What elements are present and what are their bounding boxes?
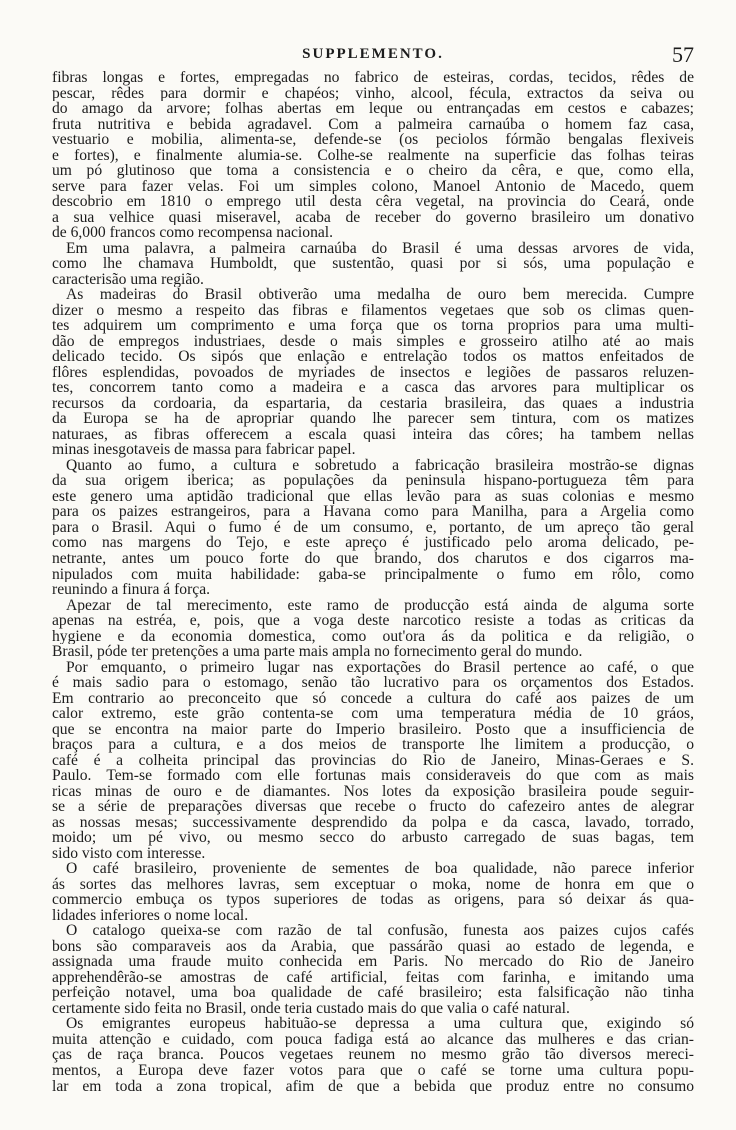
text-line: vestuario e mobilia, alimenta-se, defende-se (os peciolos fórmão bengalas flexiveis (52, 132, 694, 148)
text-line: um pó glutinoso que toma a consistencia e o cheiro da cêra, e que, como ella, (52, 163, 694, 179)
text-line: lar em toda a zona tropical, afim de que a bebida que produz entre no consumo (52, 1078, 694, 1095)
running-title: SUPPLEMENTO. (302, 46, 444, 62)
text-line: Em uma palavra, a palmeira carnaúba do Brasil é uma dessas arvores de vida, (66, 240, 694, 257)
text-line: descobrio em 1810 o emprego util desta cêra vegetal, na provincia do Ceará, onde (52, 194, 694, 210)
text-line: perfeição notavel, uma boa qualidade de café brasileiro; esta falsificação não tinha (52, 985, 694, 1001)
text-line: ricas minas de ouro e de diamantes. Nos lotes da exposição brasileira poude seguir- (52, 783, 694, 800)
page-number: 57 (672, 42, 694, 67)
text-line: que se encontra na maior parte do Imperio brasileiro. Posto que a insufficiencia de (52, 721, 694, 738)
text-line: hygiene e da economia domestica, como out'ora ás da politica e da religião, o (52, 628, 694, 645)
text-line: mentos, a Europa deve fazer votos para que o café se torne uma cultura popu- (52, 1063, 694, 1079)
text-line: como nas margens do Tejo, e este apreço é justificado pelo aroma delicado, pe- (52, 535, 694, 551)
text-line: sido visto com interesse. (52, 845, 206, 862)
text-line: para o Brasil. Aqui o fumo é de um consumo, e, portanto, de um apreço tão geral (52, 519, 694, 536)
text-line: tes adquirem um comprimento e uma força que os torna proprios para uma multi- (52, 318, 694, 334)
text-line: certamente sido feita no Brasil, onde teria custado mais do que valia o café natural. (52, 1000, 570, 1017)
text-line: ás sortes das melhores lavras, sem exceptuar o moka, nome de honra em que o (52, 876, 694, 893)
text-line: pescar, rêdes para dormir e chapéos; vinho, alcool, fécula, extractos da seiva ou (52, 85, 694, 102)
text-line: calor extremo, este grão contenta-se com uma temperatura média de 10 gráos, (52, 706, 694, 722)
text-line: Em contrario ao preconceito que só concede a cultura do café aos paizes de um (52, 690, 694, 707)
text-line: Apezar de tal merecimento, este ramo de producção está ainda de alguma sorte (66, 597, 694, 614)
text-line: delicado tecido. Os sipós que enlação e entrelação todos os mattos enfeitados de (52, 349, 694, 365)
text-line: ças de raça branca. Poucos vegetaes reunem no mesmo grão tão diversos mereci- (52, 1047, 694, 1063)
text-line: para os paizes estrangeiros, para a Havana como para Manilha, para a Argelia como (52, 504, 694, 520)
text-line: dão de empregos industriaes, desde o mais simples e grosseiro atilho até ao mais (52, 333, 694, 350)
page-header (52, 42, 694, 70)
text-line: Paulo. Tem-se formado com elle fortunas mais consideraveis do que com as mais (52, 768, 694, 784)
text-line: serve para fazer velas. Foi um simples colono, Manoel Antonio de Macedo, quem (52, 178, 694, 195)
text-line: este genero uma aptidão tradicional que ellas levão para as suas colonias e mesmo (52, 488, 694, 505)
body-text (52, 70, 694, 1094)
text-line: flôres esplendidas, povoados de myriades de insectos e legiões de passaros reluzen- (52, 364, 694, 381)
text-line: se a série de preparações diversas que recebe o fructo do cafezeiro antes de alegrar (52, 799, 694, 815)
text-line: apenas na estréa, e, pois, que a voga deste narcotico resiste a todas as criticas da (52, 613, 694, 629)
text-line: Os emigrantes europeus habituão-se depressa a uma cultura que, exigindo só (66, 1016, 694, 1032)
text-line: a sua velhice quasi miseravel, acaba de receber do governo brasileiro um donativo (52, 209, 694, 226)
text-line: commercio embuça os typos superiores de todas as origens, para só deixar ás qua- (52, 892, 694, 908)
text-line: O café brasileiro, proveniente de sementes de boa qualidade, não parece inferior (66, 861, 694, 877)
text-line: netrante, antes um pouco forte do que brando, dos charutos e dos cigarros ma- (52, 550, 694, 567)
text-line: muita attenção e cuidado, com pouca fadiga está ao alcance das mulheres e das crian- (52, 1031, 694, 1048)
text-line: minas inesgotaveis de massa para fabricar papel. (52, 442, 356, 458)
text-line: como lhe chamava Humboldt, que sustentão, quasi por si sós, uma população e (52, 256, 694, 272)
text-line: Brasil, póde ter pretenções a uma parte mais ampla no fornecimento geral do mundo. (52, 644, 583, 660)
text-line: recursos da cordoaria, da espartaria, da cestaria brasileira, das quaes a industria (52, 395, 694, 412)
text-line: e fortes), e finalmente alumia-se. Colhe-se realmente na superficie das folhas teiras (52, 147, 694, 164)
text-line: lidades inferiores o nome local. (52, 907, 249, 924)
text-line: assignada uma fraude muito conhecida em Paris. No mercado do Rio de Janeiro (52, 954, 694, 970)
text-line: tes, concorrem tanto como a madeira e a casca das arvores para multiplicar os (52, 380, 694, 396)
text-line: fruta nutritiva e bebida agradavel. Com a palmeira carnaúba o homem faz casa, (52, 116, 694, 133)
text-line: dizer o mesmo a respeito das fibras e filamentos vegetaes que sob os climas quen- (52, 302, 694, 319)
text-line: reunindo a finura á força. (52, 582, 211, 598)
text-line: braços para a cultura, e a dos meios de transporte lhe limitem a producção, o (52, 737, 694, 753)
text-line: da Europa se ha de apropriar quando lhe parecer sem tintura, com os matizes (52, 411, 694, 427)
text-line: as nossas mesas; successivamente desprendido da polpa e da casca, lavado, torrado, (52, 814, 694, 831)
text-line: nipulados com muita habilidade: gaba-se principalmente o fumo em rôlo, como (52, 566, 694, 583)
text-line: naturaes, as fibras offerecem a escala quasi inteira das côres; ha tambem nellas (52, 426, 694, 443)
text-line: é mais sadio para o estomago, senão tão lucrativo para os orçamentos dos Estados. (52, 675, 694, 691)
text-line: do amago da arvore; folhas abertas em leque ou entrançadas em cestos e cabazes; (52, 101, 694, 117)
text-line: As madeiras do Brasil obtiverão uma medalha de ouro bem merecida. Cumpre (66, 287, 694, 303)
text-line: bons são comparaveis aos da Arabia, que passárão quasi ao estado de legenda, e (52, 938, 694, 955)
text-line: Por emquanto, o primeiro lugar nas exportações do Brasil pertence ao café, o que (66, 659, 694, 676)
text-line: de 6,000 francos como recompensa nacional. (52, 225, 334, 241)
text-line: moido; um pé vivo, ou mesmo secco do arbusto carregado de suas bagas, tem (52, 830, 694, 846)
text-line: fibras longas e fortes, empregadas no fabrico de esteiras, cordas, tecidos, rêdes de (52, 70, 694, 86)
document-page (52, 42, 694, 1094)
text-line: Quanto ao fumo, a cultura e sobretudo a fabricação brasileira mostrão-se dignas (66, 457, 694, 474)
text-line: caracterisão uma região. (52, 271, 204, 288)
text-line: da sua origem iberica; as populações da peninsula hispano-portugueza têm para (52, 473, 694, 489)
text-line: café é a colheita principal das provincias do Rio de Janeiro, Minas-Geraes e S. (52, 752, 694, 769)
text-line: O catalogo queixa-se com razão de tal confusão, funesta aos paizes cujos cafés (66, 923, 694, 939)
text-line: apprehendêrão-se amostras de café artificial, feitas com farinha, e imitando uma (52, 969, 694, 986)
